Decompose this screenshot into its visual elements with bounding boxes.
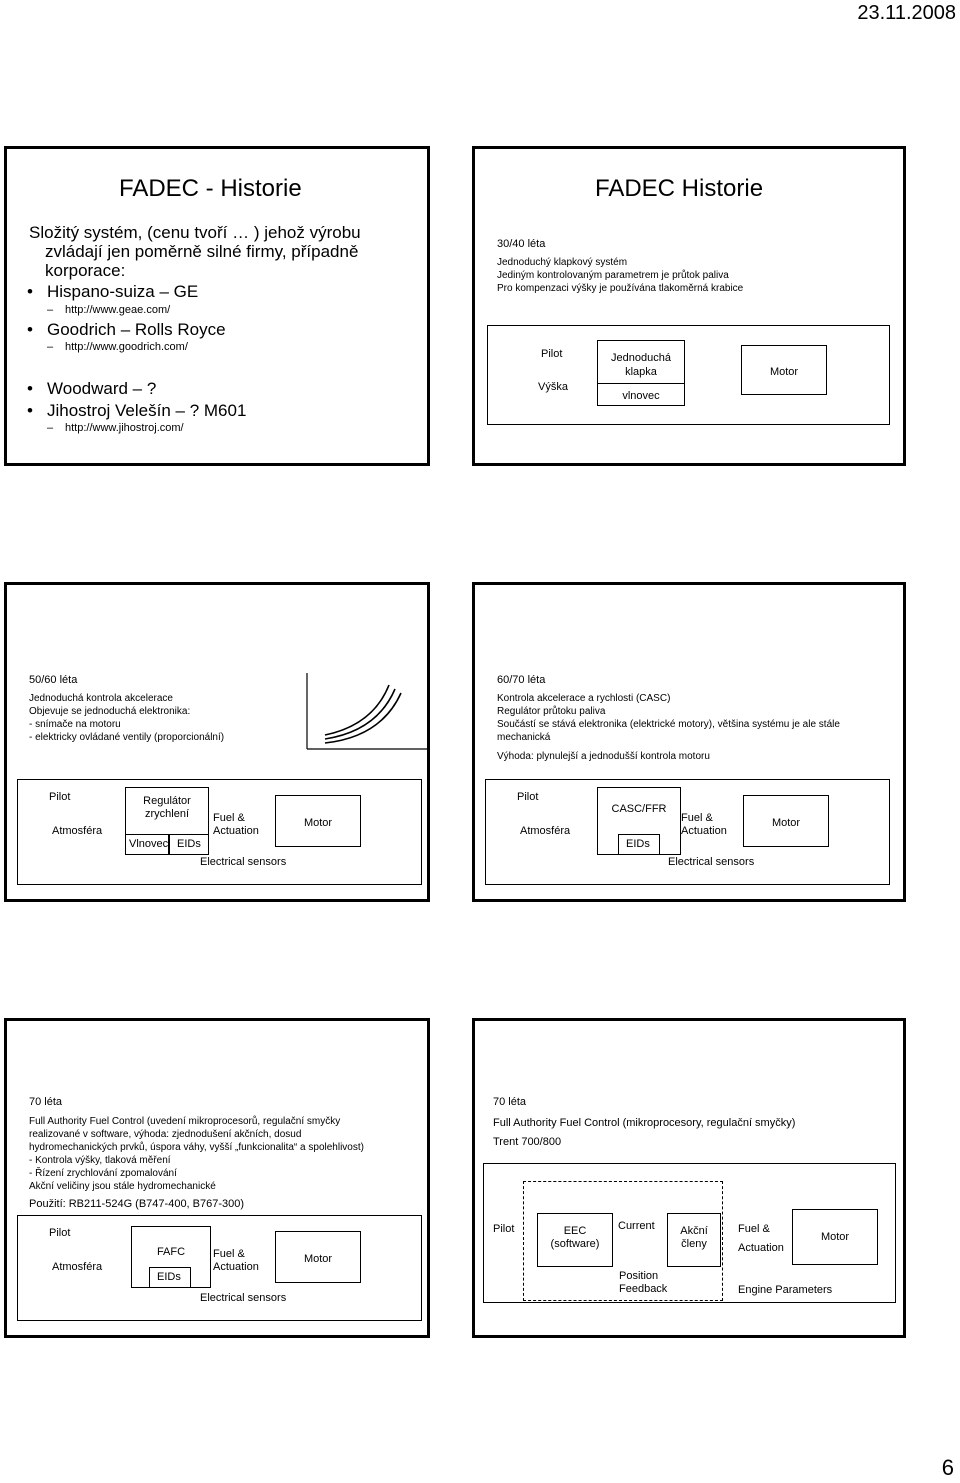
engine-parameters-label: Engine Parameters bbox=[738, 1284, 833, 1296]
pilot-label: Pilot bbox=[493, 1223, 515, 1235]
url-geae[interactable]: http://www.geae.com/ bbox=[65, 304, 171, 316]
text-line: - snímače na motoru bbox=[29, 719, 121, 730]
bullet-dot: • bbox=[27, 401, 33, 420]
regulator-label-1: Regulátor bbox=[143, 795, 191, 807]
intro-line-2: zvládají jen poměrně silné firmy, případně bbox=[45, 242, 359, 261]
motor-label: Motor bbox=[769, 366, 799, 378]
motor-label: Motor bbox=[303, 817, 333, 829]
eids-label: EIDs bbox=[626, 838, 650, 850]
slide-50-60 bbox=[4, 582, 430, 902]
diagram-frame bbox=[487, 325, 890, 425]
text-line: Kontrola akcelerace a rychlosti (CASC) bbox=[497, 693, 671, 704]
akcni-label-1: Akční bbox=[680, 1225, 708, 1237]
eids-label: EIDs bbox=[177, 838, 201, 850]
position-label-2: Feedback bbox=[619, 1283, 668, 1295]
text-line: Trent 700/800 bbox=[493, 1136, 562, 1148]
bullet-hispano: Hispano-suiza – GE bbox=[47, 282, 199, 301]
atmosfera-label: Atmosféra bbox=[52, 1261, 103, 1273]
eec-label-1: EEC bbox=[563, 1225, 587, 1237]
fuel-label-1: Fuel & bbox=[738, 1223, 770, 1235]
eids-label: EIDs bbox=[157, 1271, 181, 1283]
klapka-divider bbox=[597, 383, 685, 384]
pilot-label: Pilot bbox=[49, 1227, 71, 1239]
motor-label: Motor bbox=[303, 1253, 333, 1265]
regulator-label-2: zrychlení bbox=[144, 808, 190, 820]
text-line: Jediným kontrolovaným parametrem je průtok paliva bbox=[497, 270, 729, 281]
url-dash: – bbox=[47, 341, 54, 353]
bullet-dot: • bbox=[27, 320, 33, 339]
text-line: Regulátor průtoku paliva bbox=[497, 706, 606, 717]
fuel-label-2: Actuation bbox=[213, 825, 259, 837]
casc-label: CASC/FFR bbox=[611, 803, 667, 815]
pilot-label: Pilot bbox=[541, 348, 563, 360]
vlnovec-label: Vlnovec bbox=[129, 838, 169, 850]
slide-60-70 bbox=[472, 582, 906, 902]
current-label: Current bbox=[618, 1220, 655, 1232]
text-line: Pro kompenzaci výšky je používána tlakoměrná krabice bbox=[497, 283, 744, 294]
text-line: - elektricky ovládané ventily (proporcionální) bbox=[29, 732, 225, 743]
fafc-label: FAFC bbox=[156, 1246, 186, 1258]
klapka-label-1: Jednoduchá bbox=[611, 352, 671, 364]
fuel-label-1: Fuel & bbox=[213, 1248, 245, 1260]
header-date: 23.11.2008 bbox=[857, 2, 956, 24]
atmosfera-label: Atmosféra bbox=[52, 825, 103, 837]
text-line: Full Authority Fuel Control (mikroprocesory, regulační smyčky) bbox=[493, 1117, 796, 1129]
era-label: 50/60 léta bbox=[29, 674, 78, 686]
text-line: Akční veličiny jsou stále hydromechanické bbox=[29, 1181, 216, 1192]
fuel-label-2: Actuation bbox=[213, 1261, 259, 1273]
url-goodrich[interactable]: http://www.goodrich.com/ bbox=[65, 341, 188, 353]
text-line: Jednoduchý klapkový systém bbox=[497, 257, 628, 268]
slide-title: FADEC Historie bbox=[595, 175, 764, 202]
text-line: realizované v software, výhoda: zjednodušení akčních, dosud bbox=[29, 1129, 302, 1140]
position-label-1: Position bbox=[619, 1270, 659, 1282]
text-line: hydromechanických prvků, úspora váhy, vyšší „funkcionalita“ a spolehlivost) bbox=[29, 1142, 364, 1153]
bullet-dot: • bbox=[27, 282, 33, 301]
text-line: Výhoda: plynulejší a jednodušší kontrola motoru bbox=[497, 751, 710, 762]
text-line: Součástí se stává elektronika (elektrické motory), většina systému je ale stále bbox=[497, 719, 840, 730]
text-line: mechanická bbox=[497, 732, 551, 743]
era-label: 70 léta bbox=[29, 1096, 63, 1108]
slide-70-fafc bbox=[4, 1018, 430, 1338]
url-dash: – bbox=[47, 422, 54, 434]
sensors-label: Electrical sensors bbox=[200, 856, 287, 868]
text-line: Full Authority Fuel Control (uvedení mikroprocesorů, regulační smyčky bbox=[29, 1116, 341, 1127]
url-dash: – bbox=[47, 304, 54, 316]
slide-fadec-historie-2 bbox=[472, 146, 906, 466]
sensors-label: Electrical sensors bbox=[668, 856, 755, 868]
bullet-jihostroj: Jihostroj Velešín – ? M601 bbox=[47, 401, 247, 420]
url-jihostroj[interactable]: http://www.jihostroj.com/ bbox=[65, 422, 184, 434]
fuel-label-1: Fuel & bbox=[681, 812, 713, 824]
text-line: - Řízení zrychlování zpomalování bbox=[29, 1168, 177, 1179]
sensors-label: Electrical sensors bbox=[200, 1292, 287, 1304]
motor-label: Motor bbox=[771, 817, 801, 829]
pilot-label: Pilot bbox=[517, 791, 539, 803]
bullet-woodward: Woodward – ? bbox=[47, 379, 157, 398]
text-line: Objevuje se jednoduchá elektronika: bbox=[29, 706, 191, 717]
era-label: 30/40 léta bbox=[497, 238, 546, 250]
klapka-label-2: klapka bbox=[625, 366, 657, 378]
vlnovec-label: vlnovec bbox=[622, 390, 660, 402]
fuel-label-2: Actuation bbox=[681, 825, 727, 837]
eec-label-2: (software) bbox=[550, 1238, 600, 1250]
pilot-label: Pilot bbox=[49, 791, 71, 803]
intro-line-3: korporace: bbox=[45, 261, 126, 280]
page-number: 6 bbox=[941, 1455, 954, 1480]
vyska-label: Výška bbox=[538, 381, 568, 393]
fuel-label-2: Actuation bbox=[738, 1242, 784, 1254]
era-label: 70 léta bbox=[493, 1096, 527, 1108]
slide-70-eec bbox=[472, 1018, 906, 1338]
bullet-goodrich: Goodrich – Rolls Royce bbox=[47, 320, 226, 339]
motor-label: Motor bbox=[820, 1231, 850, 1243]
era-label: 60/70 léta bbox=[497, 674, 546, 686]
text-line: Použití: RB211-524G (B747-400, B767-300) bbox=[29, 1198, 245, 1210]
slide-fadec-historie-1 bbox=[4, 146, 430, 466]
text-line: Jednoduchá kontrola akcelerace bbox=[29, 693, 173, 704]
fuel-label-1: Fuel & bbox=[213, 812, 245, 824]
slide-title: FADEC - Historie bbox=[119, 175, 302, 202]
akcni-label-2: členy bbox=[681, 1238, 707, 1250]
bullet-dot: • bbox=[27, 379, 33, 398]
text-line: - Kontrola výšky, tlaková měření bbox=[29, 1155, 171, 1166]
atmosfera-label: Atmosféra bbox=[520, 825, 571, 837]
intro-line-1: Složitý systém, (cenu tvoří … ) jehož výrobu bbox=[29, 223, 361, 242]
